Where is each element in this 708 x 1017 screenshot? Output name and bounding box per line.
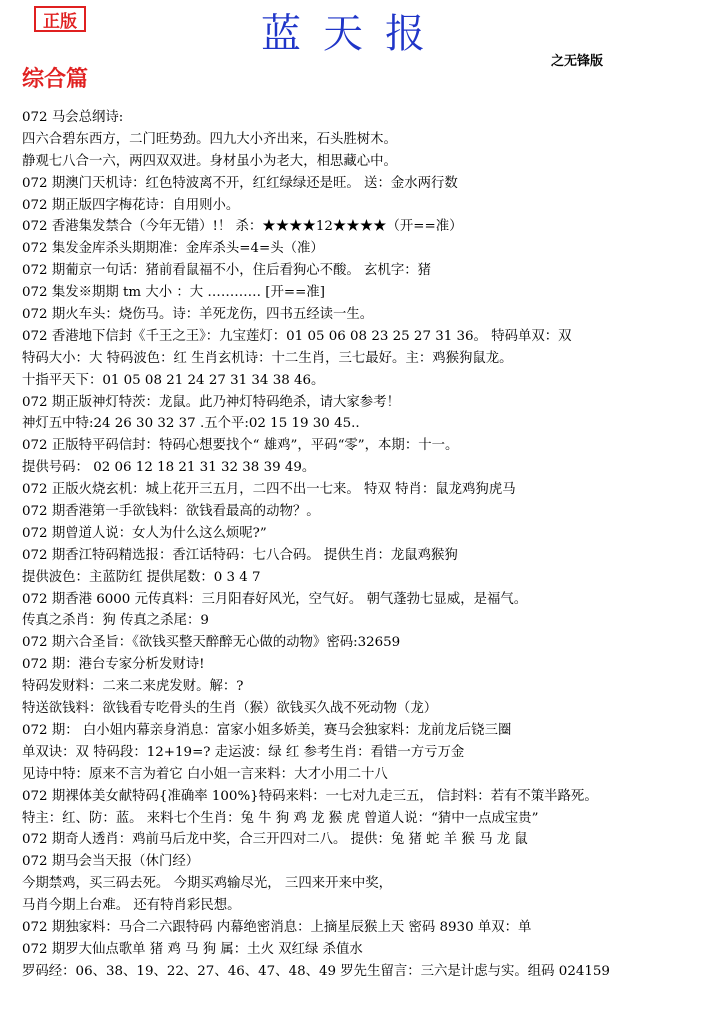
text-line: 072 期葡京一句话：猪前看鼠福不小，住后看狗心不酸。 玄机字：猪 [22,263,432,279]
text-line: 072 期独家料：马合二六跟特码 内幕绝密消息：上摘星辰猴上天 密码 8930 单双：单 [22,919,532,935]
text-line: 马肖今期上台难。 还有特肖彩民想。 [22,898,241,914]
text-line: 见诗中特：原来不言为着它 白小姐一言来料：大才小用二十八 [22,766,388,782]
text-line: 072 期香港第一手欲钱料：欲钱看最高的动物？。 [22,504,320,520]
page-subtitle: 之无锋版 [551,54,604,69]
text-line: 072 期： 白小姐内幕亲身消息：富家小姐多娇美，赛马会独家料：龙前龙后铙三圈 [22,722,512,738]
text-line: 072 期澳门天机诗：红色特波离不开，红红绿绿还是旺。 送：金水两行数 [22,175,458,191]
text-line: 提供波色：主蓝防红 提供尾数：0 3 4 7 [22,569,261,585]
text-line: 072 期曾道人说：女人为什么这么烦呢?” [22,525,267,541]
text-line: 072 集发金库杀头期期准：金库杀头=4=头（准） [22,241,324,257]
article-body [22,107,702,983]
text-line: 072 正版特平码信封：特码心想要找个“ 雄鸡”，平码“零”，本期：十一。 [22,438,459,454]
page-title: 蓝天报 [261,11,447,57]
text-line: 特码发财料：二来二来虎发财。解：? [22,679,244,695]
text-line: 072 期马会当天报（休门经） [22,854,200,870]
text-line: 四六合碧东西方，二门旺势劲。四九大小齐出来，石头胜树木。 [22,131,397,147]
text-line: 072 期火车头：烧伤马。诗：羊死龙伤，四书五经读一生。 [22,307,374,323]
stamp-badge: 正版 [34,6,86,32]
text-line: 072 期香港 6000 元传真料：三月阳春好风光，空气好。 朝气蓬勃七显威，是福气。 [22,591,528,607]
text-line: 传真之杀肖：狗 传真之杀尾：9 [22,613,209,629]
text-line: 罗码经：06、38、19、22、27、46、47、48、49 罗先生留言：三六是计虑与实。组码 024159 [22,963,610,979]
text-line: 072 集发※期期 tm 大小 ：大 ………… [开==准] [22,285,325,301]
text-line: 072 期罗大仙点歌单 猪 鸡 马 狗 属：土火 双红绿 杀值水 [22,941,363,957]
text-line: 072 香港集发禁合（今年无错）!！ 杀：★★★★12★★★★（开==准） [22,219,463,235]
text-line: 特码大小：大 特码波色：红 生肖玄机诗：十二生肖，三七最好。主：鸡猴狗鼠龙。 [22,350,513,366]
section-heading: 综合篇 [22,66,89,92]
text-line: 十指平天下：01 05 08 21 24 27 31 34 38 46。 [22,372,325,388]
text-line: 神灯五中特:24 26 30 32 37 .五个平:02 15 19 30 45.. [22,416,360,432]
text-line: 072 期香江特码精选报：香江话特码：七八合码。 提供生肖：龙鼠鸡猴狗 [22,547,458,563]
text-line: 静观七八合一六，两四双双进。身材虽小为老大，相思藏心中。 [22,153,397,169]
text-line: 072 期正版神灯特茨：龙鼠。此乃神灯特码绝杀，请大家参考！ [22,394,400,410]
text-line: 特送欲钱料：欲钱看专吃骨头的生肖（猴）欲钱买久战不死动物（龙） [22,701,438,717]
text-line: 072 期裸体美女献特码{准确率 100%}特码来料：一七对九走三五， 信封料：若有不策半路死。 [22,788,598,804]
text-line: 提供号码： 02 06 12 18 21 31 32 38 39 49。 [22,460,316,476]
text-line: 072 期六合圣旨：《欲钱买整天醉醉无心做的动物》密码:32659 [22,635,401,651]
text-line: 今期禁鸡，买三码去死。 今期买鸡输尽光， 三四来开来中奖， [22,876,393,892]
text-line: 特主：红、防：蓝。 来料七个生肖：兔 牛 狗 鸡 龙 猴 虎 曾道人说：“猜中一点成宝贵” [22,810,539,826]
text-line: 072 期正版四字梅花诗：自用则小。 [22,197,240,213]
text-line: 072 马会总纲诗: [22,110,124,125]
text-line: 单双诀：双 特码段：12+19=? 走运波：绿 红 参考生肖：看错一方亏万金 [22,744,465,760]
text-line: 072 期奇人透肖：鸡前马后龙中奖，合三开四对二八。 提供：兔 猪 蛇 羊 猴 马 龙 鼠 [22,832,528,848]
text-line: 072 香港地下信封《千王之王》：九宝莲灯：01 05 06 08 23 25 27 31 36。 特码单双：双 [22,328,572,344]
text-line: 072 期：港台专家分析发财诗! [22,657,205,673]
text-line: 072 正版火烧玄机：城上花开三五月，二四不出一七来。 特双 特肖：鼠龙鸡狗虎马 [22,482,516,498]
